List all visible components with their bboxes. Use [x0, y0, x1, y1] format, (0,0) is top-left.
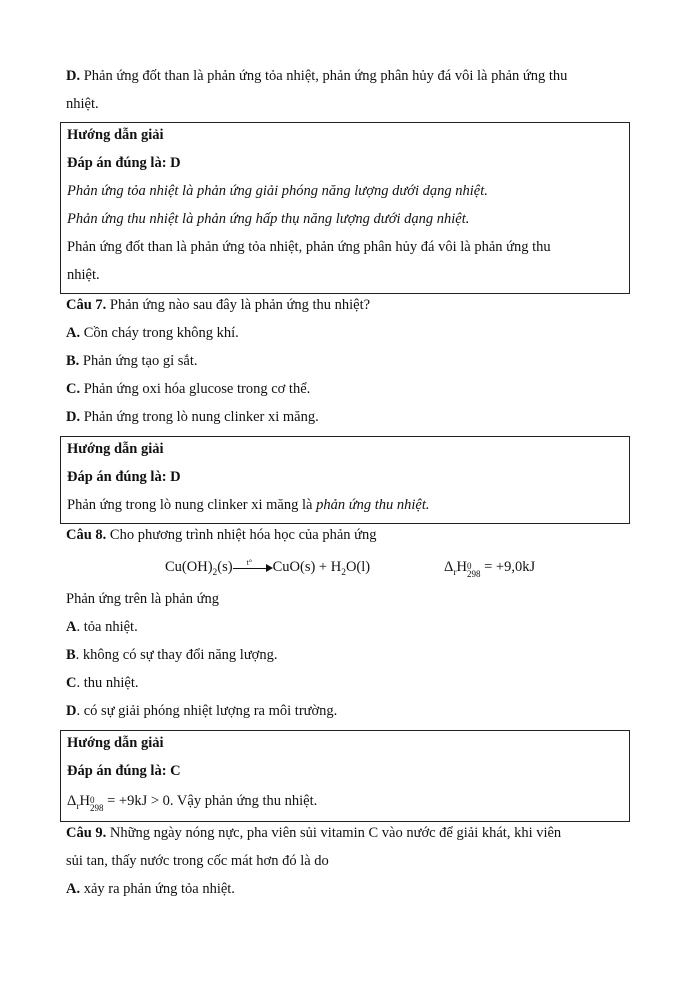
q8-option-b: B. không có sự thay đổi năng lượng.	[66, 647, 278, 663]
q8-solution-box	[60, 730, 630, 822]
q9-stem-cont: sủi tan, thấy nước trong cốc mát hơn đó là do	[66, 853, 329, 869]
option-key: D.	[66, 68, 81, 84]
reaction-arrow-icon: t°	[233, 562, 273, 574]
solution-line: Phản ứng tỏa nhiệt là phản ứng giải phóng năng lượng dưới dạng nhiệt.	[67, 183, 488, 199]
option-text: Phản ứng đốt than là phản ứng tỏa nhiệt, phản ứng phân hủy đá vôi là phản ứng thu	[80, 68, 568, 84]
thermochemical-equation: $Cu(OH)_2(s)$ t° $CuO(s) + H_2O(l)$	[165, 557, 371, 578]
q6-option-d-cont: nhiệt.	[66, 96, 99, 112]
solution-line: nhiệt.	[67, 267, 100, 283]
q7-option-a: A. Cồn cháy trong không khí.	[66, 325, 239, 341]
q8-question: Phản ứng trên là phản ứng	[66, 591, 220, 607]
solution-answer: Đáp án đúng là: C	[67, 763, 181, 779]
q7-option-d: D. Phản ứng trong lò nung clinker xi măng.	[66, 409, 319, 425]
q7-stem: Câu 7. Phản ứng nào sau đây là phản ứng thu nhiệt?	[66, 297, 371, 313]
q8-option-c: C. thu nhiệt.	[66, 675, 139, 691]
q7-option-c: C. Phản ứng oxi hóa glucose trong cơ thể.	[66, 381, 311, 397]
enthalpy-value: $\Delta_rH$ 0 298 = +9,0kJ	[444, 559, 536, 579]
q6-option-d	[66, 66, 567, 86]
q9-option-a: A. xảy ra phản ứng tỏa nhiệt.	[66, 881, 235, 897]
solution-answer: Đáp án đúng là: D	[67, 469, 181, 485]
solution-heading: Hướng dẫn giải	[67, 735, 164, 751]
solution-heading: Hướng dẫn giải	[67, 441, 164, 457]
q7-solution-box	[60, 436, 630, 524]
q7-option-b: B. Phản ứng tạo gỉ sắt.	[66, 353, 198, 369]
q8-stem: Câu 8. Cho phương trình nhiệt hóa học của phản ứng	[66, 527, 377, 543]
solution-line: Phản ứng đốt than là phản ứng tỏa nhiệt, phản ứng phân hủy đá vôi là phản ứng thu	[67, 239, 551, 255]
solution-answer: Đáp án đúng là: D	[67, 155, 181, 171]
solution-heading: Hướng dẫn giải	[67, 127, 164, 143]
q6-solution-box	[60, 122, 630, 294]
q8-option-a: A. tỏa nhiệt.	[66, 619, 138, 635]
solution-line: Phản ứng trong lò nung clinker xi măng là phản ứng thu nhiệt.	[67, 497, 430, 513]
solution-line: Phản ứng thu nhiệt là phản ứng hấp thụ năng lượng dưới dạng nhiệt.	[67, 211, 470, 227]
q9-stem: Câu 9. Những ngày nóng nực, pha viên sủi vitamin C vào nước để giải khát, khi viên	[66, 825, 562, 841]
solution-line: $\Delta_rH$ 0 298 = +9kJ > 0. Vậy phản ứng thu nhiệt.	[67, 793, 318, 813]
q8-option-d: D. có sự giải phóng nhiệt lượng ra môi trường.	[66, 703, 338, 719]
